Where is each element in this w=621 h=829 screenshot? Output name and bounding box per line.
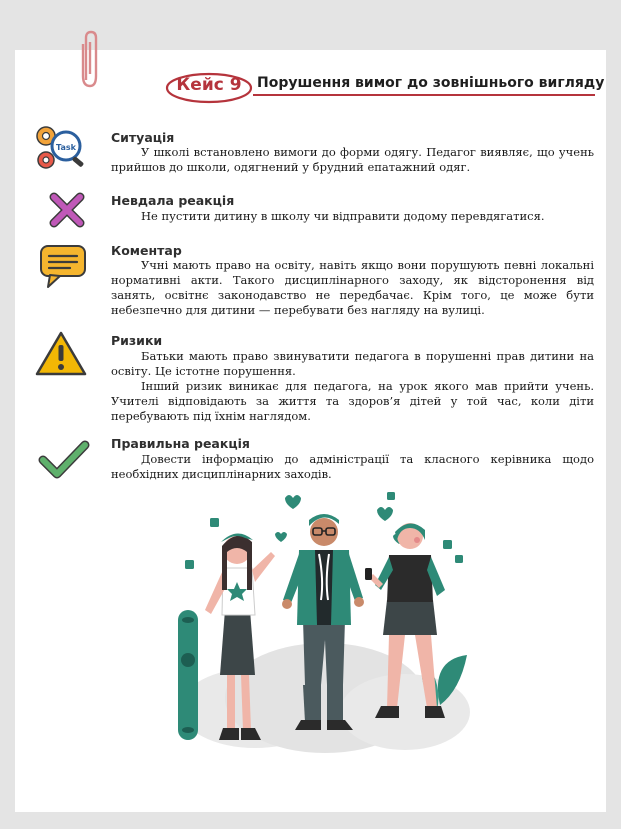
case-header bbox=[165, 72, 605, 106]
like-icon bbox=[210, 518, 219, 527]
page-title: Порушення вимог до зовнішнього вигляду bbox=[257, 75, 605, 91]
paragraph: Батьки мають право звинуватити педагога в порушенні прав дитини на освіту. Це істотне порушення. bbox=[111, 349, 594, 378]
heart-icon bbox=[275, 532, 287, 542]
paragraph: Не пустити дитину в школу чи відправити додому перевдягатися. bbox=[141, 209, 545, 223]
paragraph: У школі встановлено вимоги до форми одягу. Педагог виявляє, що учень прийшов до школи, одягнений у брудний епатажний одяг. bbox=[111, 145, 594, 174]
like-icon bbox=[185, 560, 194, 569]
like-icon bbox=[455, 555, 463, 563]
section-title-situation: Ситуація bbox=[111, 130, 175, 145]
heart-icon bbox=[377, 507, 393, 521]
cross-icon bbox=[47, 190, 87, 230]
section-body-failed-reaction bbox=[111, 209, 594, 224]
section-title-comment: Коментар bbox=[111, 243, 182, 258]
section-body-comment bbox=[111, 258, 594, 318]
header-underline bbox=[253, 94, 595, 96]
task-gears-icon bbox=[32, 124, 90, 176]
checkmark-icon bbox=[38, 440, 90, 480]
like-icon bbox=[387, 492, 395, 500]
section-body-correct-reaction bbox=[111, 452, 594, 482]
heart-icon bbox=[285, 495, 301, 509]
task-icon-text: Task bbox=[56, 143, 76, 152]
warning-icon bbox=[34, 330, 88, 378]
speech-bubble-icon bbox=[38, 243, 88, 291]
section-body-risks bbox=[111, 349, 594, 424]
paragraph: Учні мають право на освіту, навіть якщо вони порушують певні локальні нормативні акти. Такого дисциплінарного заходу, як відсторонення від занять, освітнє законодавство не передбачає. Крім того, це може бути небезпечно для дитини — перебувати без нагляду на вулиці. bbox=[111, 258, 594, 317]
teenagers-illustration bbox=[175, 490, 475, 770]
section-title-failed-reaction: Невдала реакція bbox=[111, 193, 235, 208]
paragraph: Довести інформацію до адміністрації та класного керівника щодо необхідних дисциплінарних заходів. bbox=[111, 452, 594, 481]
paragraph: Інший ризик виникає для педагога, на урок якого мав прийти учень. Учителі відповідають за життя та здоров’я дітей у той час, коли діти перебувають під їхнім наглядом. bbox=[111, 379, 594, 423]
like-icon bbox=[443, 540, 452, 549]
case-label: Кейс 9 bbox=[176, 75, 242, 95]
section-title-risks: Ризики bbox=[111, 333, 163, 348]
section-body-situation bbox=[111, 145, 594, 175]
paper-clip-icon bbox=[78, 30, 104, 92]
section-title-correct-reaction: Правильна реакція bbox=[111, 436, 250, 451]
